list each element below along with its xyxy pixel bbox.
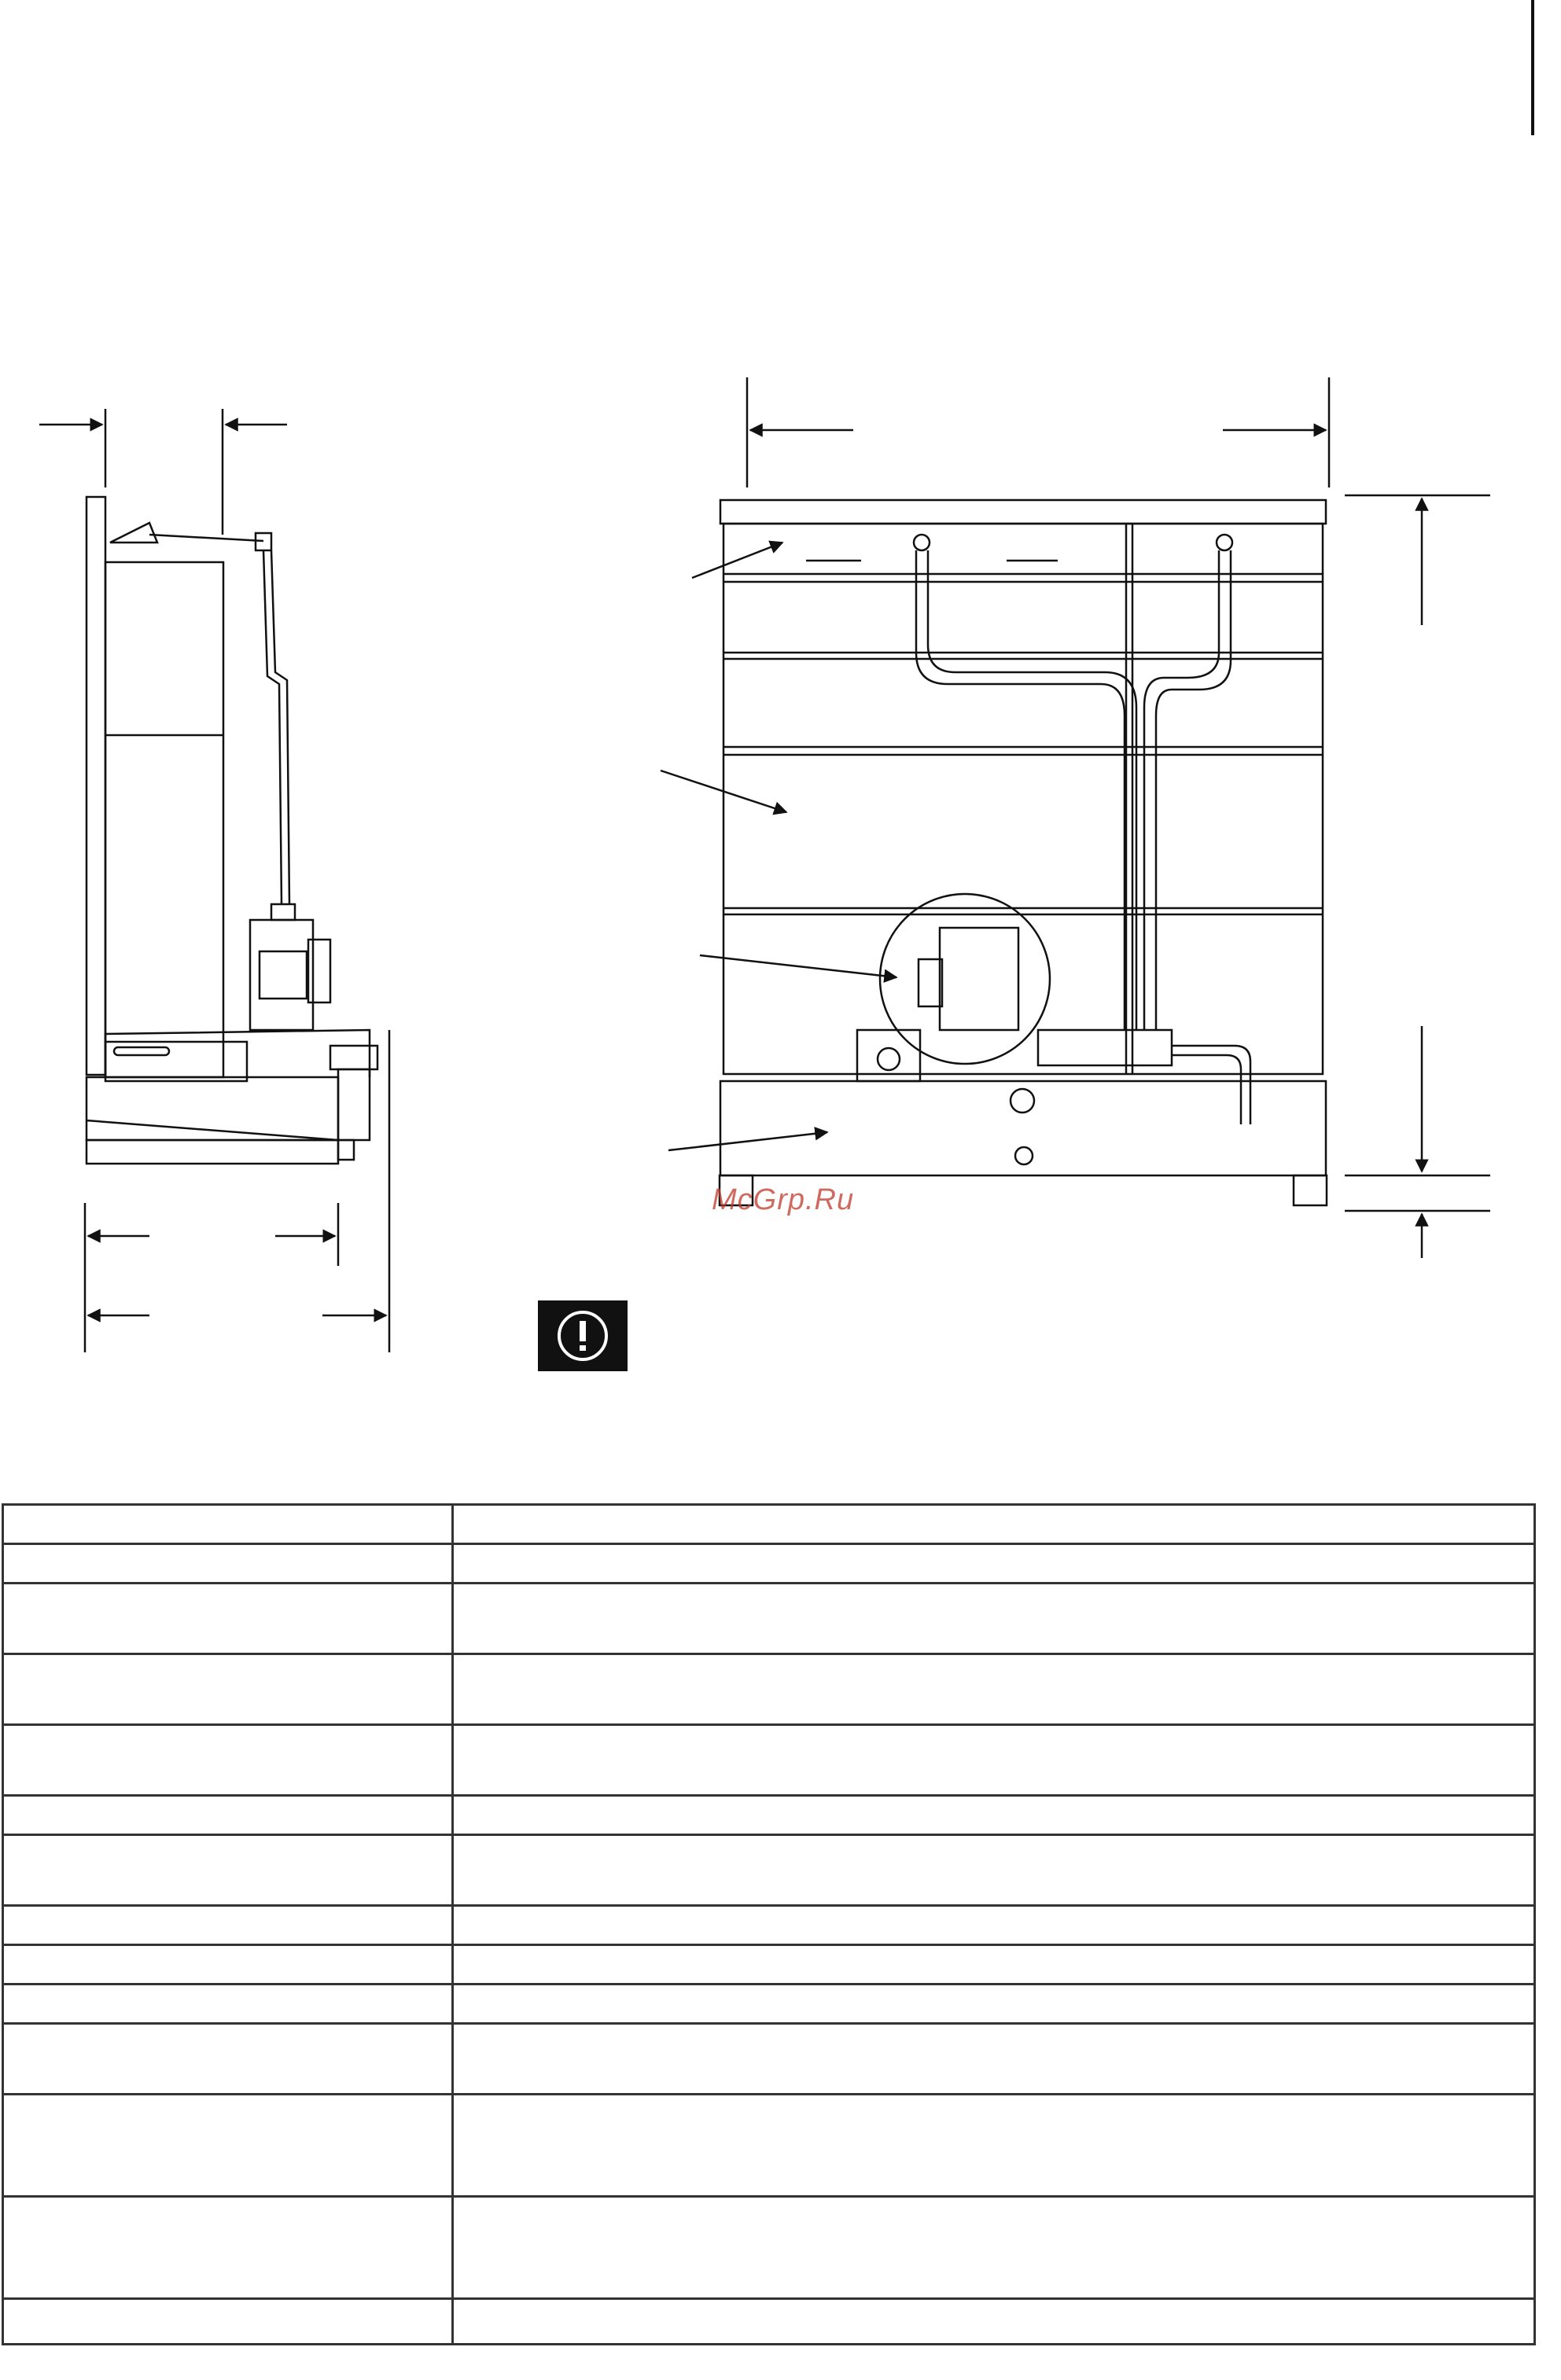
table-cell-label xyxy=(3,1906,453,1945)
table-cell-value xyxy=(453,1654,1535,1725)
table-row xyxy=(3,2197,1535,2299)
table-row xyxy=(3,1796,1535,1835)
table-row xyxy=(3,1584,1535,1654)
table-cell-label xyxy=(3,1505,453,1544)
exclamation-notice-icon xyxy=(538,1300,628,1371)
table-cell-label xyxy=(3,2024,453,2095)
table-cell-label xyxy=(3,1654,453,1725)
table-cell-label xyxy=(3,2095,453,2197)
table-row xyxy=(3,1985,1535,2024)
specification-table xyxy=(2,1503,1536,2345)
table-cell-value xyxy=(453,1796,1535,1835)
table-row xyxy=(3,2024,1535,2095)
table-cell-label xyxy=(3,1725,453,1796)
table-cell-value xyxy=(453,2024,1535,2095)
table-cell-label xyxy=(3,1584,453,1654)
table-cell-label xyxy=(3,1544,453,1584)
table-cell-value xyxy=(453,1584,1535,1654)
table-cell-value xyxy=(453,2095,1535,2197)
table-cell-value xyxy=(453,2197,1535,2299)
table-cell-label xyxy=(3,1796,453,1835)
table-cell-value xyxy=(453,1505,1535,1544)
table-row xyxy=(3,2299,1535,2345)
table-row xyxy=(3,2095,1535,2197)
side-view xyxy=(39,409,389,1352)
table-row xyxy=(3,1725,1535,1796)
table-row xyxy=(3,1945,1535,1985)
table-cell-label xyxy=(3,2197,453,2299)
table-cell-label xyxy=(3,1835,453,1906)
table-row xyxy=(3,1544,1535,1584)
table-row xyxy=(3,1906,1535,1945)
table-cell-value xyxy=(453,1835,1535,1906)
table-cell-value xyxy=(453,2299,1535,2345)
table-row xyxy=(3,1505,1535,1544)
table-cell-value xyxy=(453,1985,1535,2024)
table-row xyxy=(3,1835,1535,1906)
front-view xyxy=(661,377,1490,1258)
table-cell-label xyxy=(3,1945,453,1985)
table-cell-label xyxy=(3,2299,453,2345)
table-row xyxy=(3,1654,1535,1725)
table-cell-value xyxy=(453,1945,1535,1985)
table-cell-value xyxy=(453,1544,1535,1584)
table-cell-value xyxy=(453,1725,1535,1796)
table-cell-value xyxy=(453,1906,1535,1945)
table-cell-label xyxy=(3,1985,453,2024)
watermark-text: McGrp.Ru xyxy=(712,1183,855,1216)
